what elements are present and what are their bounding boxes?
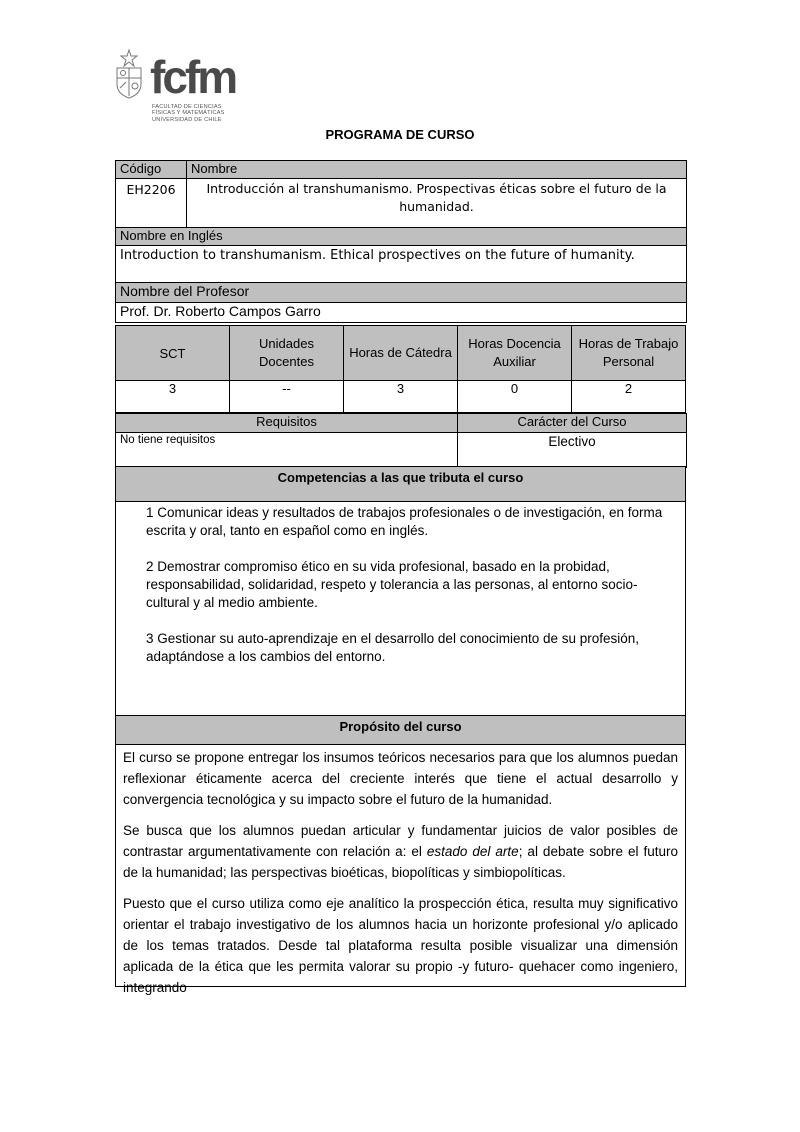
competencies-list [115, 501, 686, 716]
faculty-logo [112, 48, 242, 130]
competency-item: 1 Comunicar ideas y resultados de trabajos profesionales o de investigación, en forma escrita y oral, tanto en español como en inglés. [146, 505, 663, 538]
english-name-label: Nombre en Inglés [116, 228, 687, 246]
purpose-heading: Propósito del curso [115, 715, 686, 745]
header-auxiliary-hours: Horas Docencia Auxiliar [458, 326, 572, 381]
hours-table [115, 325, 686, 413]
competencies-heading: Competencias a las que tributa el curso [115, 466, 686, 502]
course-info-table [115, 160, 687, 323]
value-personal-hours: 2 [572, 381, 686, 413]
purpose-body [115, 744, 686, 995]
name-label: Nombre [187, 161, 687, 179]
university-crest-icon [112, 48, 146, 102]
competency-item: 2 Demostrar compromiso ético en su vida profesional, basado en la probidad, responsabilidad, solidaridad, respeto y tolerancia a las personas, al entorno socio-cultural y al medio ambiente. [146, 559, 638, 610]
italic-term: estado del arte [426, 844, 519, 859]
value-lecture-hours: 3 [344, 381, 458, 413]
logo-institution: FACULTAD DE CIENCIAS FÍSICAS Y MATEMÁTICAS UNIVERSIDAD DE CHILE [152, 104, 225, 123]
header-sct: SCT [116, 326, 230, 381]
course-character: Electivo [458, 433, 687, 468]
professor-label: Nombre del Profesor [116, 283, 687, 303]
requirements-value: No tiene requisitos [116, 433, 458, 468]
requirements-table [115, 413, 687, 468]
value-sct: 3 [116, 381, 230, 413]
purpose-paragraph-2: Se busca que los alumnos puedan articular y fundamentar juicios de valor posibles de contrastar argumentativamente con relación a: el estado del arte; al debate sobre el futuro de la humanidad; las perspectivas bioéticas, biopolíticas y simbiopolíticas. [123, 823, 679, 880]
logo-wordmark: fcfm [150, 51, 236, 103]
value-auxiliary-hours: 0 [458, 381, 572, 413]
course-name: Introducción al transhumanismo. Prospectivas éticas sobre el futuro de la humanidad. [187, 179, 687, 228]
purpose-paragraph-1: El curso se propone entregar los insumos teóricos necesarios para que los alumnos puedan reflexionar éticamente acerca del creciente interés que tiene el actual desarrollo y convergencia tecnológica y su impacto sobre el futuro de la humanidad. [123, 750, 678, 807]
competency-item: 3 Gestionar su auto-aprendizaje en el desarrollo del conocimiento de su profesión, adaptándose a los cambios del entorno. [146, 631, 640, 664]
header-teaching-units: Unidades Docentes [230, 326, 344, 381]
value-teaching-units: -- [230, 381, 344, 413]
code-label: Código [116, 161, 187, 179]
professor-name: Prof. Dr. Roberto Campos Garro [116, 303, 687, 323]
purpose-paragraph-3: Puesto que el curso utiliza como eje analítico la prospección ética, resulta muy significativo orientar el trabajo investigativo de los alumnos hacia un horizonte profesional y/o aplicado de los temas tratados. Desde tal plataforma resulta posible visualizar una dimensión aplicada de la ética que les permita valorar su propio -y futuro- quehacer como ingeniero, integrando [123, 896, 678, 995]
header-personal-hours: Horas de Trabajo Personal [572, 326, 686, 381]
english-name: Introduction to transhumanism. Ethical prospectives on the future of humanity. [116, 246, 687, 283]
page-title: PROGRAMA DE CURSO [325, 127, 475, 142]
course-code: EH2206 [116, 179, 187, 228]
requirements-label: Requisitos [116, 414, 458, 433]
header-lecture-hours: Horas de Cátedra [344, 326, 458, 381]
character-label: Carácter del Curso [458, 414, 687, 433]
